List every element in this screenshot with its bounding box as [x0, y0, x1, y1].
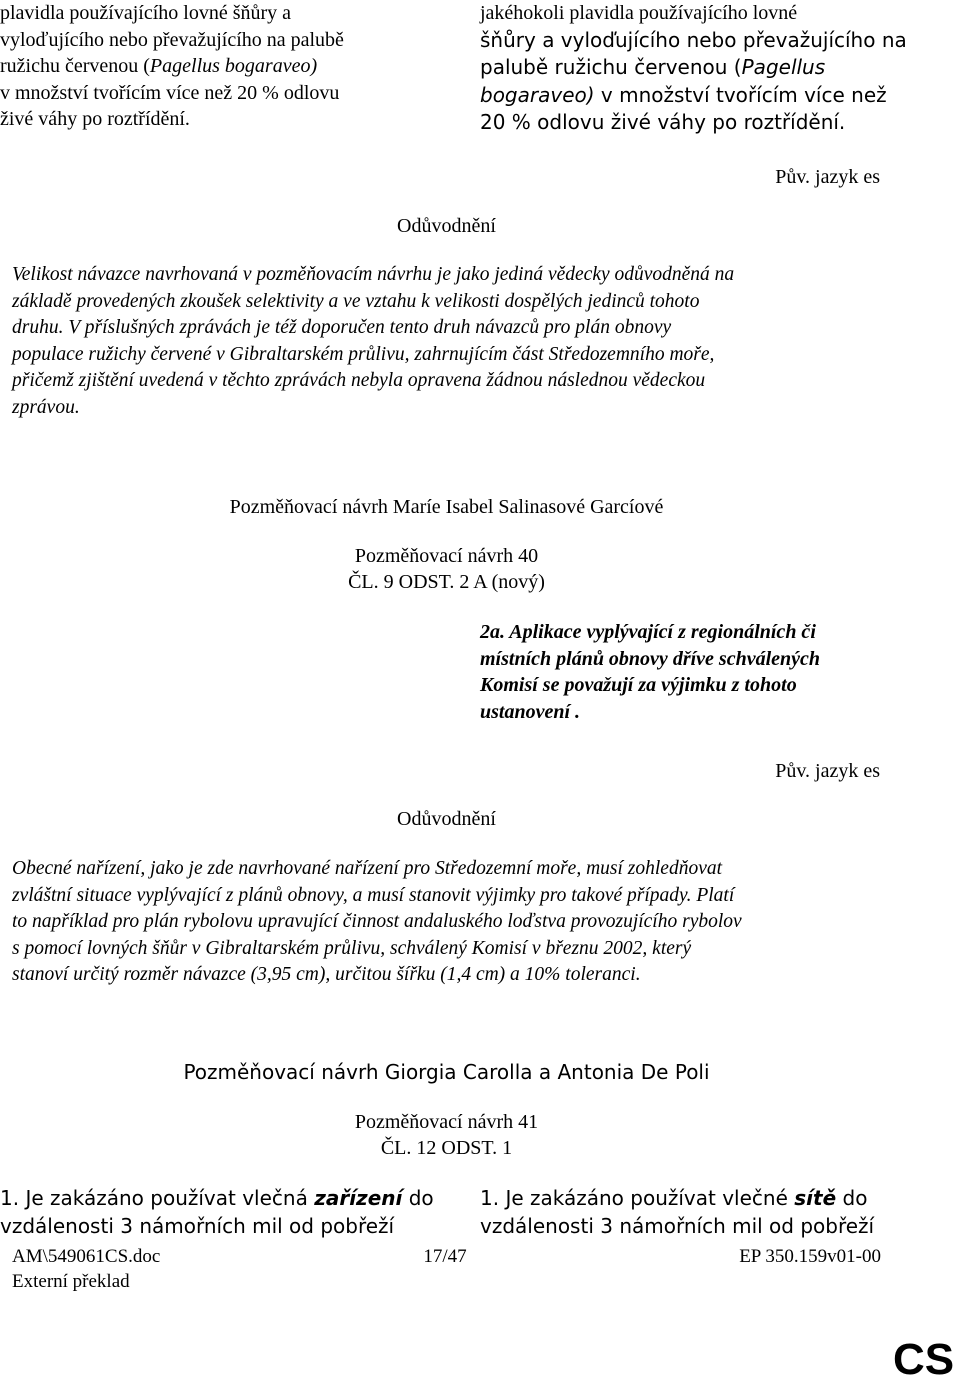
top-right-line	[480, 27, 950, 55]
amendment-40-text	[480, 619, 940, 725]
top-left-line-part: v množství tvořícím více než 20 % odlovu	[0, 81, 340, 104]
justification-2-line: s pomocí lovných šňůr v Gibraltarském průlivu, schválený Komisí v březnu 2002, který	[12, 937, 692, 959]
amendment-41-author: Pozměňovací návrh Giorgia Carolla a Antonia De Poli	[183, 1060, 710, 1084]
top-right-line-part: 20 % odlovu živé váhy po roztřídění.	[480, 110, 846, 134]
original-language-2: Pův. jazyk es	[775, 760, 880, 782]
am41-left-1a: 1. Je zakázáno používat vlečná	[0, 1186, 315, 1210]
justification-heading-1: Odůvodnění	[397, 215, 496, 237]
justification-heading-2: Odůvodnění	[397, 808, 496, 830]
amendment-40-lines	[480, 619, 940, 725]
justification-1-line: zprávou.	[12, 396, 80, 418]
amendment-40-author-name: Maríe Isabel Salinasové Garcíové	[392, 496, 664, 518]
top-right-line-part: šňůry a vyloďujícího nebo převažujícího na	[480, 27, 907, 52]
top-left-line	[0, 27, 440, 54]
top-right-column	[480, 0, 950, 137]
amendment-41-article: ČL. 12 ODST. 1	[380, 1137, 513, 1159]
justification-1-line: populace ružichy červené v Gibraltarském průlivu, zahrnujícím část Středozemního moře,	[12, 343, 715, 365]
am41-left-1b: zařízení	[314, 1186, 403, 1210]
top-right-line	[480, 54, 950, 82]
justification-1-line: přičemž zjištění uvedená v těchto zprávách nebyla opravena žádnou následnou vědeckou	[12, 370, 706, 391]
footer-page-number: 17/47	[423, 1246, 467, 1267]
justification-1-line: druhu. V příslušných zprávách je též doporučen tento druh návazců pro plán obnovy	[12, 317, 672, 338]
top-right-line	[480, 0, 950, 27]
amendment-40-author-prefix: Pozměňovací návrh	[229, 496, 388, 518]
amendment-40-line: ustanovení .	[480, 700, 581, 723]
am41-right-1b: sítě	[794, 1186, 837, 1210]
top-left-line-part: plavidla používajícího lovné šňůry a	[0, 2, 292, 24]
footer-doc-ref: AM\549061CS.doc	[12, 1246, 161, 1267]
top-right-line-part: bogaraveo)	[480, 82, 595, 107]
justification-2-line: Obecné nařízení, jako je zde navrhované nařízení pro Středozemní moře, musí zohledňovat	[12, 858, 723, 879]
top-left-line-part: živé váhy po roztřídění.	[0, 108, 190, 130]
amendment-41-right-text	[480, 1185, 940, 1239]
amendment-41-left-text	[0, 1185, 460, 1239]
justification-2-line: zvláštní situace vyplývající z plánů obnovy, a musí stanovit výjimky pro takové případy. Platí	[12, 884, 735, 906]
top-right-line-part: palubě ružichu červenou (	[480, 55, 742, 79]
footer-translation: Externí překlad	[12, 1271, 130, 1292]
language-mark: CS	[893, 1335, 955, 1384]
top-left-line-part: Pagellus bogaraveo)	[149, 55, 318, 77]
amendment-40-article: ČL. 9 ODST. 2 A (nový)	[348, 571, 545, 593]
am41-left-1c: do	[402, 1186, 434, 1210]
amendment-41-number: Pozměňovací návrh 41	[354, 1111, 539, 1133]
top-left-column	[0, 0, 440, 133]
footer-ep-ref: EP 350.159v01-00	[739, 1246, 881, 1267]
am41-right-1a: 1. Je zakázáno používat vlečné	[480, 1186, 795, 1210]
top-right-line-part: Pagellus	[741, 55, 826, 79]
top-left-line	[0, 106, 440, 133]
am41-left-2: vzdálenosti 3 námořních mil od pobřeží	[0, 1213, 395, 1238]
justification-text-1	[12, 262, 912, 421]
top-right-line-part: v množství tvořícím více než	[594, 82, 887, 107]
justification-1-line: základě provedených zkoušek selektivity a ve vztahu k velikosti dospělých jedinců tohoto	[12, 290, 700, 312]
amendment-40-author	[0, 495, 893, 519]
top-right-line	[480, 82, 950, 110]
amendment-40-number: Pozměňovací návrh 40	[354, 545, 539, 567]
justification-lines-2	[12, 856, 932, 989]
justification-2-line: stanoví určitý rozměr návazce (3,95 cm), určitou šířku (1,4 cm) a 10% toleranci.	[12, 964, 641, 985]
top-right-line-part: jakéhokoli plavidla používajícího lovné	[480, 2, 798, 24]
am41-right-2: vzdálenosti 3 námořních mil od pobřeží	[480, 1213, 875, 1238]
top-left-line	[0, 0, 440, 27]
justification-2-line: to například pro plán rybolovu upravující činnost andaluského loďstva provozujícího rybolov	[12, 911, 742, 932]
justification-1-line: Velikost návazce navrhovaná v pozměňovacím návrhu je jako jediná vědecky odůvodněná na	[12, 264, 735, 285]
amendment-40-line: 2a. Aplikace vyplývající z regionálních či	[480, 621, 816, 643]
top-right-line	[480, 109, 950, 137]
justification-text-2	[12, 856, 932, 989]
top-left-line	[0, 80, 440, 107]
top-right-lines	[480, 0, 950, 137]
amendment-40-line: místních plánů obnovy dříve schválených	[480, 647, 820, 670]
top-left-lines	[0, 0, 440, 133]
top-left-line	[0, 53, 440, 80]
justification-lines-1	[12, 262, 912, 421]
am41-right-1c: do	[836, 1186, 868, 1210]
top-left-line-part: ružichu červenou (	[0, 55, 150, 77]
amendment-40-line: Komisí se považují za výjimku z tohoto	[480, 674, 797, 696]
top-left-line-part: vyloďujícího nebo převažujícího na palubě	[0, 28, 344, 51]
original-language-1: Pův. jazyk es	[775, 166, 880, 188]
